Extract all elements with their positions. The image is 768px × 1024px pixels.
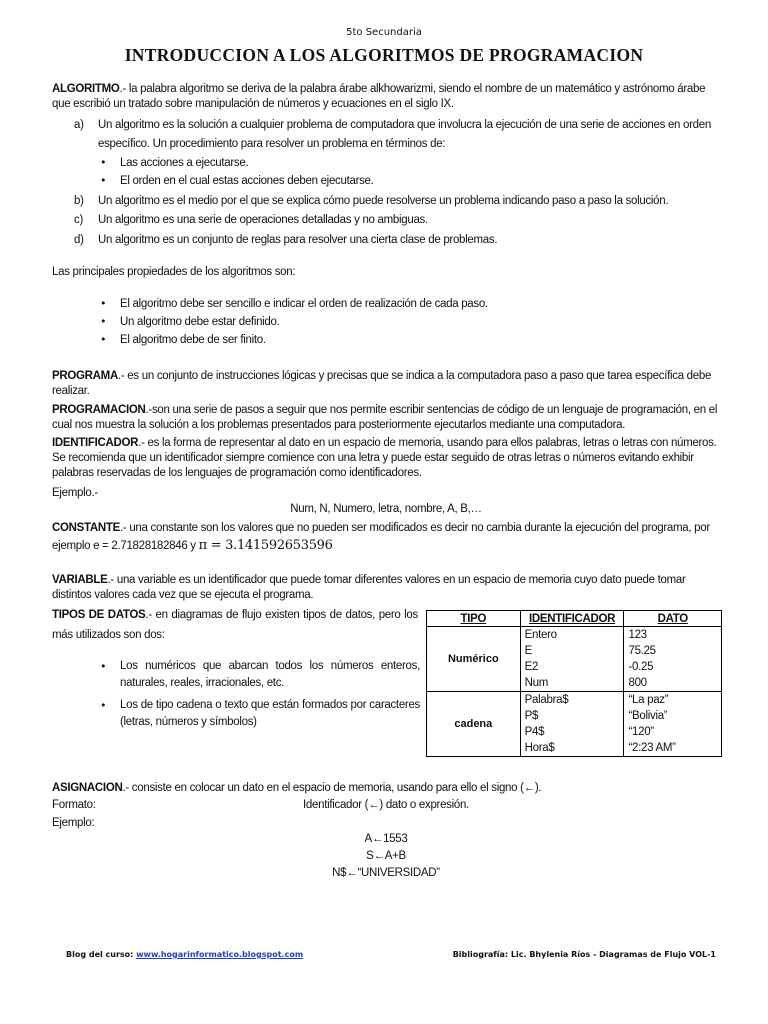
item-text: Un algoritmo es la solución a cualquier problema de computadora que involucra la ejecución de una serie de acciones en orden específico. Un procedimiento para resolver un problema en términos de:	[98, 119, 711, 150]
table-cell: “La paz”	[624, 692, 722, 709]
algoritmo-definition: .- la palabra algoritmo se deriva de la palabra árabe alkhowarizmi, siendo el nombre de un matemático y astrónomo árabe que escribió un tratado sobre manipulación de números y ecuaciones en el siglo IX.	[52, 83, 706, 110]
identificador-ejemplo: Num, N, Numero, letra, nombre, A, B,…	[290, 503, 482, 515]
propiedades-intro: Las principales propiedades de los algoritmos son:	[52, 266, 296, 278]
asignacion-ejemplo-2: S←A+B	[366, 850, 406, 862]
item-label: a)	[74, 119, 84, 131]
table-cell: 800	[624, 675, 722, 692]
table-cell: E	[520, 643, 624, 659]
asignacion-formato-label: Formato:	[52, 799, 96, 811]
table-cell: 75.25	[624, 643, 722, 659]
item-label: c)	[74, 214, 83, 226]
data-types-table	[426, 610, 722, 757]
table-cell-tipo-cadena: cadena	[427, 692, 521, 757]
item-label: b)	[74, 195, 84, 207]
list-item: • El orden en el cual estas acciones deben ejecutarse.	[98, 174, 698, 192]
table-cell-tipo-numerico: Numérico	[427, 627, 521, 692]
asignacion-definition: .- consiste en colocar un dato en el espacio de memoria, usando para ello el signo (←).	[122, 782, 542, 794]
asignacion-term: ASIGNACION	[52, 782, 123, 794]
list-item: • Las acciones a ejecutarse.	[98, 156, 698, 174]
variable-definition: .- una variable es un identificador que puede tomar diferentes valores en un espacio de memoria cuyo dato puede tomar distintos valores cada vez que se ejecuta el programa.	[52, 574, 686, 601]
constante-paragraph	[52, 519, 720, 555]
algoritmo-term: ALGORITMO	[52, 83, 120, 95]
table-cell: “120”	[624, 724, 722, 740]
bullet-glyph: •	[100, 660, 107, 673]
table-header-identificador: IDENTIFICADOR	[520, 611, 624, 627]
algoritmo-paragraph	[52, 82, 720, 112]
list-item: • Un algoritmo debe estar definido.	[98, 315, 698, 333]
variable-term: VARIABLE	[52, 574, 108, 586]
table-header-dato: DATO	[624, 611, 722, 627]
algoritmo-subbullets	[98, 156, 698, 192]
algoritmo-item-b	[74, 194, 720, 209]
page-header: 5to Secundaria	[346, 27, 422, 38]
constante-term: CONSTANTE	[52, 522, 121, 534]
table-row	[427, 692, 722, 709]
table-cell: Entero	[520, 627, 624, 644]
identificador-term: IDENTIFICADOR	[52, 437, 139, 449]
identificador-paragraph	[52, 436, 720, 481]
list-item: • El algoritmo debe ser sencillo e indicar el orden de realización de cada paso.	[98, 297, 698, 315]
bullet-glyph: •	[100, 699, 107, 712]
asignacion-ejemplo-1: A←1553	[364, 833, 408, 845]
footer-blog	[66, 950, 303, 959]
tipos-definition: .- en diagramas de flujo existen tipos de datos, pero los más utilizados son dos:	[52, 609, 418, 641]
list-item: Los numéricos que abarcan todos los números enteros, naturales, reales, irracionales, etc.	[120, 660, 420, 689]
variable-paragraph	[52, 573, 720, 603]
algoritmo-item-d	[74, 233, 720, 248]
blog-link[interactable]: www.hogarinformatico.blogspot.com	[136, 950, 304, 959]
table-cell: -0.25	[624, 659, 722, 675]
table-cell: 123	[624, 627, 722, 644]
table-cell: “Bolivia”	[624, 708, 722, 724]
page-title: INTRODUCCION A LOS ALGORITMOS DE PROGRAMACION	[124, 45, 644, 65]
tipos-bullet-2	[98, 697, 420, 731]
asignacion-ejemplo-label: Ejemplo:	[52, 817, 95, 829]
asignacion-ejemplo-3: N$←“UNIVERSIDAD”	[332, 867, 440, 879]
item-text: Un algoritmo es una serie de operaciones detalladas y no ambiguas.	[98, 214, 428, 226]
programacion-term: PROGRAMACION	[52, 404, 146, 416]
item-text: Un algoritmo es un conjunto de reglas para resolver una cierta clase de problemas.	[98, 234, 498, 246]
table-cell: Hora$	[520, 740, 624, 757]
identificador-ejemplo-label: Ejemplo.-	[52, 487, 98, 499]
programa-term: PROGRAMA	[52, 370, 118, 382]
list-item: Los de tipo cadena o texto que están formados por caracteres (letras, números y símbolos)	[120, 699, 420, 728]
table-row	[427, 627, 722, 644]
table-cell: P4$	[520, 724, 624, 740]
table-header-row	[427, 611, 722, 627]
asignacion-paragraph	[52, 781, 720, 796]
list-item: • El algoritmo debe de ser finito.	[98, 333, 698, 351]
footer-blog-label: Blog del curso:	[66, 950, 137, 959]
algoritmo-item-a	[74, 116, 720, 154]
table-cell: “2:23 AM”	[624, 740, 722, 757]
table-cell: P$	[520, 708, 624, 724]
table-cell: Num	[520, 675, 624, 692]
programa-paragraph	[52, 369, 720, 399]
programa-definition: .- es un conjunto de instrucciones lógicas y precisas que se indica a la computadora paso a paso que tarea específica debe realizar.	[52, 370, 712, 397]
item-text: Un algoritmo es el medio por el que se explica cómo puede resolverse un problema indicando paso a paso la solución.	[98, 195, 669, 207]
footer-bibliografia: Bibliografía: Lic. Bhylenia Ríos - Diagramas de Flujo VOL-1	[452, 950, 716, 959]
table-cell: Palabra$	[520, 692, 624, 709]
table-header-tipo: TIPO	[427, 611, 521, 627]
tipos-paragraph	[52, 605, 418, 645]
identificador-definition: .- es la forma de representar al dato en un espacio de memoria, usando para ellos palabras, letras o letras con números. Se recomienda que un identificador siempre comience con una letra y puede estar seguido de otras letras o números evitando exhibir palabras reservadas de los lenguajes de programación como identificadores.	[52, 437, 717, 479]
table-cell: E2	[520, 659, 624, 675]
tipos-term: TIPOS DE DATOS	[52, 609, 146, 621]
propiedades-list	[98, 297, 698, 351]
asignacion-formato: Identificador (←) dato o expresión.	[303, 799, 469, 811]
programacion-definition: .-son una serie de pasos a seguir que nos permite escribir sentencias de código de un lenguaje de programación, en el cual nos muestra la solución a los problemas presentados para posteriormente ejecutarlos mediante una computadora.	[52, 404, 718, 431]
programacion-paragraph	[52, 403, 720, 433]
constante-definition: .- una constante son los valores que no pueden ser modificados es decir no cambia durante la ejecución del programa, por ejemplo e = 2.71828182846 y	[52, 522, 710, 552]
item-label: d)	[74, 234, 84, 246]
algoritmo-item-c	[74, 213, 720, 228]
pi-value: π = 3.141592653596	[198, 538, 333, 553]
tipos-bullet-1	[98, 658, 420, 692]
